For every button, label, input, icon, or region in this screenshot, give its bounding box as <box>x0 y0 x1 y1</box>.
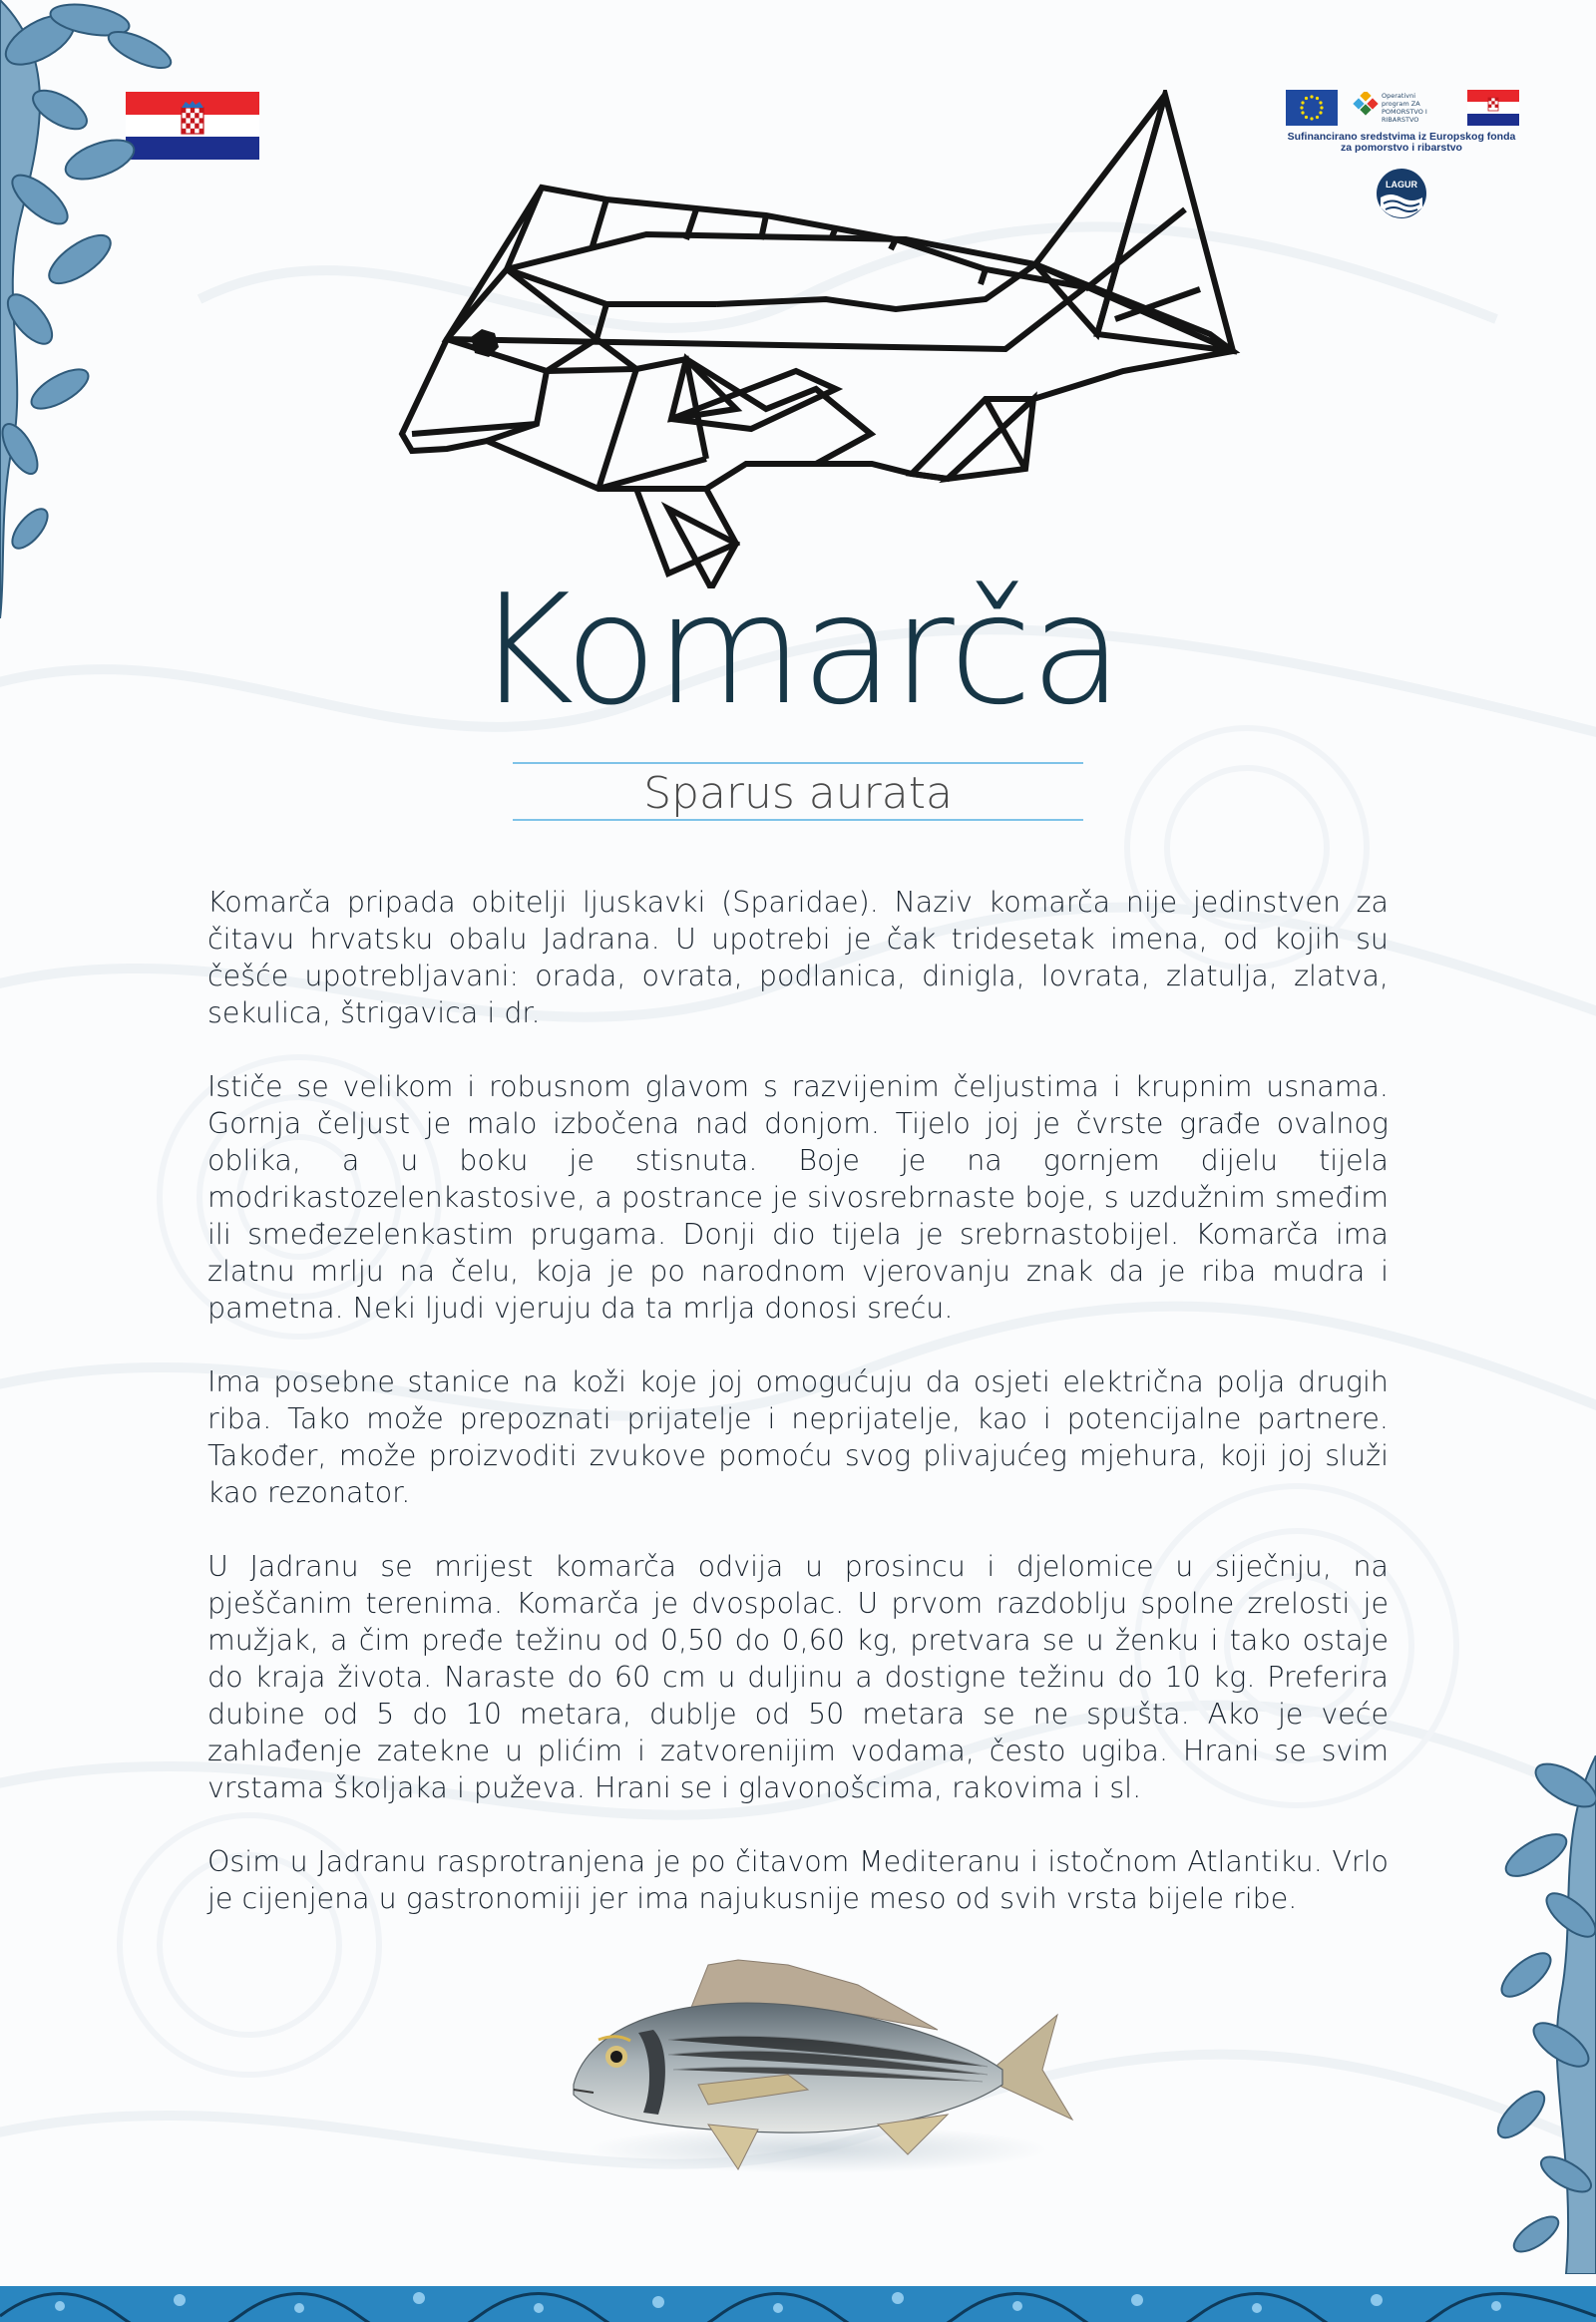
page-title: Komarča <box>474 562 1122 738</box>
seaweed-icon <box>1466 1755 1596 2274</box>
subtitle-block <box>513 762 1083 822</box>
subtitle-bottom-line <box>513 819 1083 821</box>
svg-text:LAGUR: LAGUR <box>1386 180 1417 190</box>
partner-logos <box>1282 90 1521 229</box>
paragraph: U Jadranu se mrijest komarča odvija u prosincu i djelomice u siječnju, na pješčanim terenima. Komarča je dvospolac. U prvom razdoblju spolne zrelosti je mužjak, a čim pređe težinu od 0,50 do 0,60 kg, pretvara se u ženku i tako ostaje do kraja života. Naraste do 60 cm u duljinu a dostigne težinu do 10 kg. Preferira dubine od 5 do 10 metara, dublje od 50 metara se ne spušta. Ako je veće zahlađenje zatekne u plićim i zatvorenijim vodama, često ugiba. Hrani se svim vrstama školjaka i puževa. Hrani se i glavonošcima, rakovima i sl. <box>207 1550 1389 1804</box>
subtitle-top-line <box>513 762 1083 764</box>
scientific-name: Sparus aurata <box>643 768 953 819</box>
cofinancing-text: Sufinancirano sredstvima iz Europskog fonda za pomorstvo i ribarstvo <box>1287 131 1516 154</box>
lagur-badge-icon <box>1376 168 1427 219</box>
paragraph: Ističe se velikom i robusnom glavom s razvijenim čeljustima i krupnim usnama. Gornja čeljust je malo izbočena nad donjom. Tijelo joj je čvrste građe ovalnog oblika, a u boku je stisnuta. Boje je na gornjem dijelu tijela modrikastozelenkastosive, a postrance je sivosrebrnaste boje, s uzdužnim smeđim ili smeđezelenkastim prugama. Donji dio tijela je srebrnastobijel. Komarča ima zlatnu mrlju na čelu, koja je po narodnom vjerovanju znak da je riba mudra i pametna. Neki ljudi vjeruju da ta mrlja donosi sreću. <box>207 1070 1389 1325</box>
op-logo-text: Operativni program ZA POMORSTVO I RIBARSTVO <box>1382 92 1427 124</box>
op-logo <box>1352 90 1441 126</box>
paragraph: Komarča pripada obitelji ljuskavki (Sparidae). Naziv komarča nije jedinstven za čitavu hrvatsku obalu Jadrana. U upotrebi je čak tridesetak imena, od kojih su češće upotrebljavani: orada, ovrata, podlanica, dinigla, lovrata, zlatulja, zlatva, sekulica, štrigavica i dr. <box>207 886 1389 1029</box>
fish-photo-icon <box>559 1945 1077 2194</box>
seaweed-icon <box>0 0 229 618</box>
paragraph: Ima posebne stanice na koži koje joj omogućuju da osjeti električna polja drugih riba. Tako može prepoznati prijatelje i neprijatelje, kao i potencijalne partnere. Također, može proizvoditi zvukove pomoću svog plivajućeg mjehura, koji joj služi kao rezonator. <box>207 1365 1389 1509</box>
croatian-flag-small-icon <box>1467 90 1519 126</box>
fish-outline-icon <box>387 90 1247 588</box>
body-text <box>207 884 1389 1954</box>
bottom-border <box>0 2286 1596 2322</box>
eu-flag-icon <box>1286 90 1338 126</box>
paragraph: Osim u Jadranu rasprotranjena je po čitavom Mediteranu i istočnom Atlantiku. Vrlo je cijenjena u gastronomiji jer ima najukusnije meso od svih vrsta bijele ribe. <box>207 1845 1389 1915</box>
op-logo-icon <box>1352 92 1380 118</box>
